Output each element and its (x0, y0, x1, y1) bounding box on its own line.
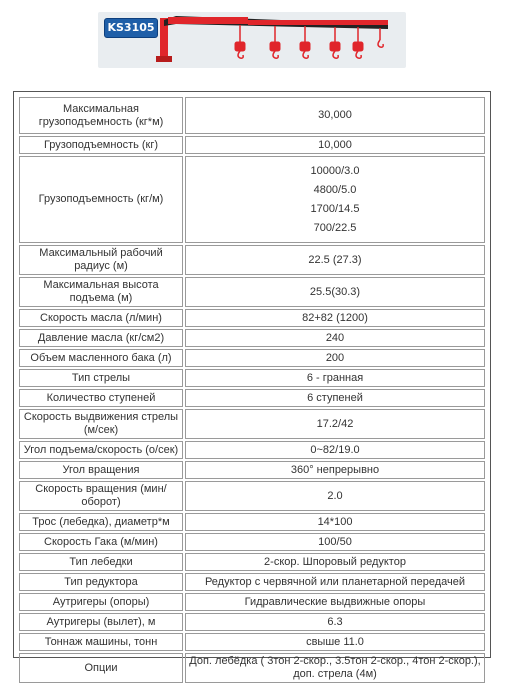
hook-icon (378, 40, 383, 47)
spec-value: 82+82 (1200) (185, 309, 485, 327)
spec-label: Грузоподъемность (кг) (19, 136, 183, 154)
spec-row (19, 369, 485, 387)
spec-label: Тоннаж машины, тонн (19, 633, 183, 651)
spec-label: Тип редуктора (19, 573, 183, 591)
spec-value: 6 ступеней (185, 389, 485, 407)
crane-boom-section (168, 17, 248, 24)
spec-value: 100/50 (185, 533, 485, 551)
hook-block (235, 42, 245, 51)
spec-label: Аутригеры (вылет), м (19, 613, 183, 631)
spec-label: Аутригеры (опоры) (19, 593, 183, 611)
spec-label: Грузоподъемность (кг/м) (19, 156, 183, 243)
spec-row (19, 389, 485, 407)
spec-label: Скорость масла (л/мин) (19, 309, 183, 327)
spec-value: 200 (185, 349, 485, 367)
spec-value-line: 10000/3.0 (310, 164, 360, 177)
spec-label: Давление масла (кг/см2) (19, 329, 183, 347)
spec-row (19, 136, 485, 154)
spec-value: 17.2/42 (185, 409, 485, 439)
spec-value: 6.3 (185, 613, 485, 631)
spec-value: Редуктор с червячной или планетарной передачей (185, 573, 485, 591)
spec-row (19, 156, 485, 243)
spec-row (19, 277, 485, 307)
hook-block (330, 42, 340, 51)
spec-value: Доп. лебёдка ( 3тон 2-скор., 3.5тон 2-скор., 4тон 2-скор.), доп. стрела (4м) (185, 653, 485, 683)
spec-row (19, 245, 485, 275)
model-badge: KS3105 (104, 18, 158, 38)
spec-value: Гидравлические выдвижные опоры (185, 593, 485, 611)
spec-label: Трос (лебедка), диаметр*м (19, 513, 183, 531)
hook-icon (273, 51, 278, 58)
spec-value: 10,000 (185, 136, 485, 154)
spec-value: 25.5(30.3) (185, 277, 485, 307)
spec-row (19, 573, 485, 591)
hook-block (353, 42, 363, 51)
spec-row (19, 441, 485, 459)
spec-label: Угол вращения (19, 461, 183, 479)
hook-icon (238, 51, 243, 58)
spec-label: Объем масленного бака (л) (19, 349, 183, 367)
hook-icon (356, 51, 361, 58)
crane-base (156, 56, 172, 62)
spec-table-frame (13, 91, 491, 680)
spec-row (19, 633, 485, 651)
spec-value-line: 4800/5.0 (313, 183, 357, 196)
spec-value: 2-скор. Шпоровый редуктор (185, 553, 485, 571)
spec-label: Максимальная высота подъема (м) (19, 277, 183, 307)
product-banner (98, 12, 406, 68)
spec-value: 360° непрерывно (185, 461, 485, 479)
spec-row (19, 461, 485, 479)
spec-label: Скорость Гака (м/мин) (19, 533, 183, 551)
spec-label: Максимальная грузоподъемность (кг*м) (19, 97, 183, 134)
spec-value-line: 700/22.5 (313, 221, 357, 234)
spec-value: 0~82/19.0 (185, 441, 485, 459)
spec-row (19, 653, 485, 683)
spec-row (19, 613, 485, 631)
spec-row (19, 533, 485, 551)
spec-row (19, 593, 485, 611)
crane-boom-tip (248, 20, 388, 25)
spec-label: Тип стрелы (19, 369, 183, 387)
spec-value: 14*100 (185, 513, 485, 531)
spec-table-body (19, 97, 485, 683)
spec-row (19, 349, 485, 367)
spec-value: 30,000 (185, 97, 485, 134)
spec-label: Максимальный рабочий радиус (м) (19, 245, 183, 275)
spec-value: свыше 11.0 (185, 633, 485, 651)
hook-block (300, 42, 310, 51)
spec-value: 240 (185, 329, 485, 347)
spec-row (19, 309, 485, 327)
spec-value: 22.5 (27.3) (185, 245, 485, 275)
spec-label: Скорость вращения (мин/оборот) (19, 481, 183, 511)
spec-value: 2.0 (185, 481, 485, 511)
spec-value-line: 1700/14.5 (310, 202, 360, 215)
spec-row (19, 329, 485, 347)
spec-row (19, 553, 485, 571)
spec-value: 6 - гранная (185, 369, 485, 387)
spec-row (19, 97, 485, 134)
spec-row (19, 481, 485, 511)
hook-icon (303, 51, 308, 58)
hook-icon (333, 51, 338, 58)
spec-label: Угол подъема/скорость (о/сек) (19, 441, 183, 459)
spec-label: Тип лебедки (19, 553, 183, 571)
spec-label: Скорость выдвижения стрелы (м/сек) (19, 409, 183, 439)
spec-value (185, 156, 485, 243)
spec-label: Количество ступеней (19, 389, 183, 407)
hook-block (270, 42, 280, 51)
spec-table (17, 95, 487, 685)
spec-row (19, 513, 485, 531)
spec-row (19, 409, 485, 439)
spec-label: Опции (19, 653, 183, 683)
